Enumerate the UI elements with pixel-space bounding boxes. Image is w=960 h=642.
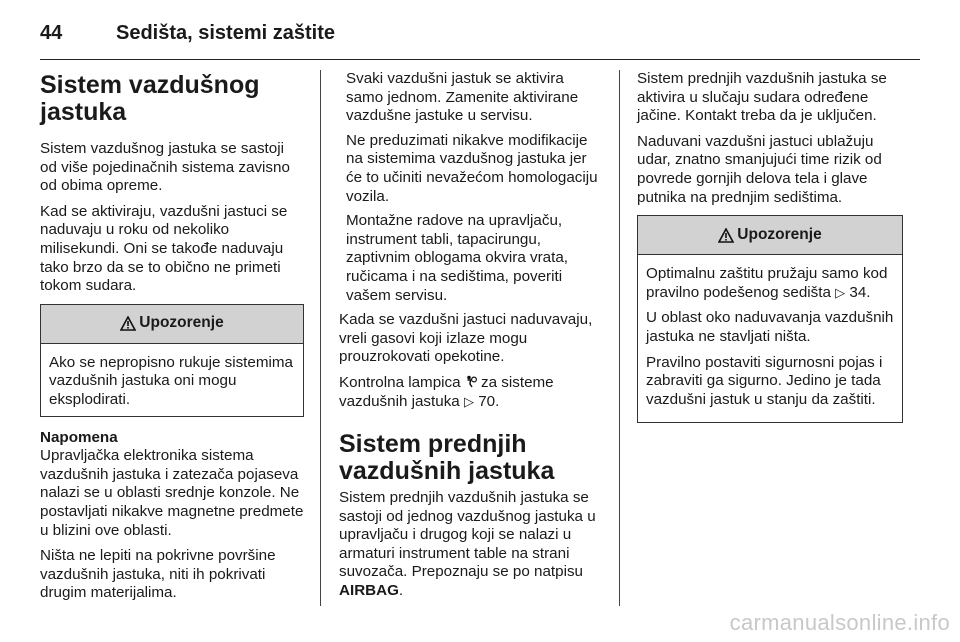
text-fragment: za sisteme vazdušnih jastuka <box>339 373 554 410</box>
page-number: 44 <box>40 22 63 44</box>
heading-airbag-system: Sistem vazdušnog jastuka <box>40 71 260 126</box>
column-right <box>637 70 903 435</box>
paragraph <box>339 374 604 411</box>
warning-title: Upozorenje <box>737 225 822 243</box>
column-left <box>40 70 304 610</box>
text-fragment: Kontrolna lampica <box>339 373 461 391</box>
text-fragment: Sistem prednjih vazdušnih jastuka se sastoji od jednog vazdušnog jastuka u upravljaču i drugog koji se nalazi u armaturi instrument table na strani suvozača. Prepoznaju se po natpisu <box>339 489 596 581</box>
page-reference[interactable]: 70. <box>478 392 500 410</box>
paragraph <box>339 489 604 601</box>
note-paragraph: Ništa ne lepiti na pokrivne površine vazdušnih jastuka, niti ih pokrivati drugim materijalima. <box>40 547 276 602</box>
page-reference[interactable]: 34. <box>849 283 871 301</box>
warning-body <box>41 344 303 416</box>
column-divider <box>619 70 620 606</box>
list-item: Ne preduzimati nikakve modifikacije na sistemima vazdušnog jastuka jer će to učiniti nevažećom homologaciju vozila. <box>346 131 598 205</box>
warning-title: Upozorenje <box>139 314 224 332</box>
warning-box <box>40 304 304 417</box>
page-reference-icon: ▷ <box>463 393 474 409</box>
page-reference-icon: ▷ <box>835 284 846 300</box>
warning-header <box>638 216 902 255</box>
paragraph: Kada se vazdušni jastuci naduvavaju, vreli gasovi koji izlaze mogu prouzrokovati opekotine. <box>339 311 593 366</box>
warning-body <box>638 255 902 422</box>
text-fragment: . <box>398 582 404 600</box>
airbag-label: AIRBAG <box>339 582 399 600</box>
watermark: carmanualsonline.info <box>729 610 950 635</box>
header-rule <box>40 59 920 60</box>
list-item: Montažne radove na upravljaču, instrument tabli, tapacirungu, zaptivnim oblogama okvira vrata, ručicama i na sedištima, poveriti vašem servisu. <box>346 212 569 304</box>
text-fragment: Optimalnu zaštitu pružaju samo kod pravilno podešenog sedišta <box>646 265 888 301</box>
page-header <box>40 14 920 54</box>
column-middle <box>339 70 604 608</box>
warning-triangle-icon <box>120 316 136 331</box>
warning-text: Pravilno postaviti sigurnosni pojas i zabraviti ga sigurno. Jedino je tada vazdušni jastuk u stanju da zaštiti. <box>646 353 883 408</box>
section-title: Sedišta, sistemi zaštite <box>116 22 335 44</box>
warning-text: U oblast oko naduvavanja vazdušnih jastuka ne stavljati ništa. <box>646 309 894 345</box>
warning-text <box>646 265 894 302</box>
list-item: Svaki vazdušni jastuk se aktivira samo jednom. Zamenite aktivirane vazdušne jastuke u servisu. <box>346 70 579 125</box>
note-title: Napomena <box>40 428 118 446</box>
paragraph: Sistem vazdušnog jastuka se sastoji od više pojedinačnih sistema zavisno od obima opreme. <box>40 140 290 195</box>
warning-text: Ako se nepropisno rukuje sistemima vazdušnih jastuka oni mogu eksplodirati. <box>49 353 293 408</box>
column-divider <box>320 70 321 606</box>
paragraph: Sistem prednjih vazdušnih jastuka se aktivira u slučaju sudara određene jačine. Kontakt treba da je uključen. <box>637 70 887 125</box>
paragraph: Naduvani vazdušni jastuci ublažuju udar, znatno smanjujući time rizik od povrede gornjih delova tela i glave putnika na prednjim sedištima. <box>637 132 882 206</box>
airbag-lamp-icon <box>465 375 477 388</box>
warning-box <box>637 215 903 423</box>
warning-header <box>41 305 303 344</box>
paragraph: Kad se aktiviraju, vazdušni jastuci se naduvaju u roku od nekoliko milisekundi. Oni se takođe naduvaju tako brzo da se to obično ne primeti tokom sudara. <box>40 202 288 295</box>
warning-triangle-icon <box>718 228 734 243</box>
heading-front-airbag-system: Sistem prednjih vazdušnih jastuka <box>339 430 555 486</box>
note-paragraph: Upravljačka elektronika sistema vazdušnih jastuka i zatezača pojaseva nalazi se u oblasti srednje konzole. Ne postavljati nikakve magnetne predmete u blizini ove oblasti. <box>40 447 304 539</box>
